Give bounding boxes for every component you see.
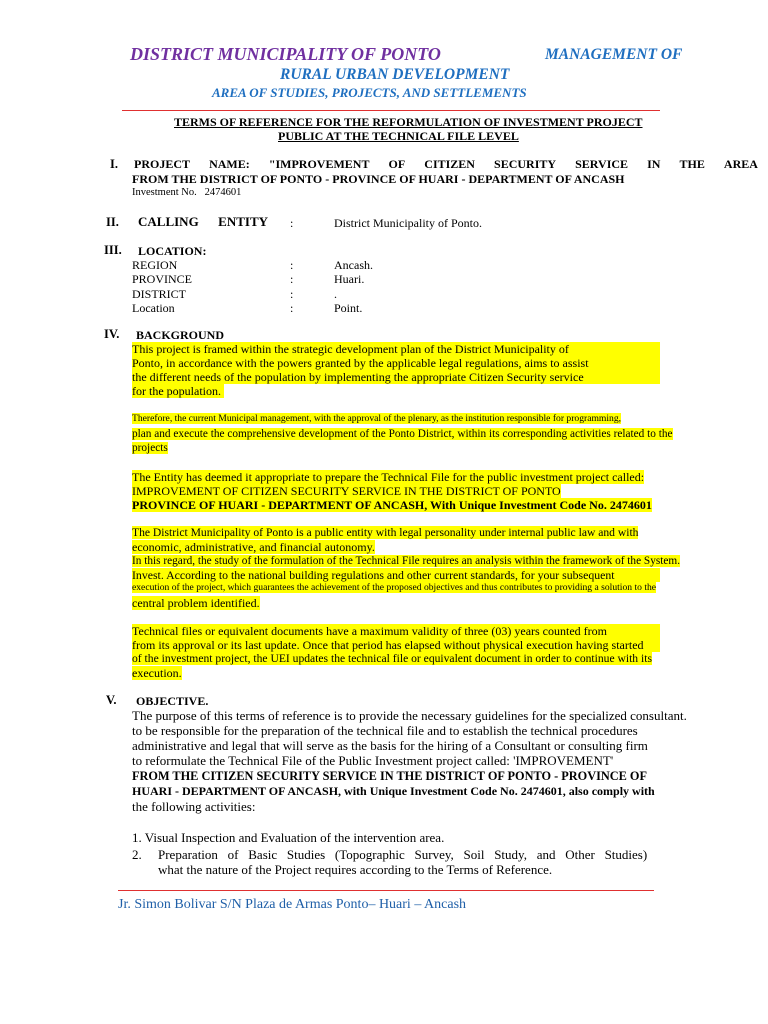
- activity-item-2-line1: Preparation of Basic Studies (Topographic Survey, Soil Study, and Other Studies): [158, 847, 648, 862]
- footer-divider: [118, 890, 654, 891]
- word: OF: [388, 157, 406, 171]
- objective-after-text: the following activities:: [132, 799, 256, 814]
- investment-value: 2474601: [204, 187, 242, 198]
- word: SECURITY: [494, 157, 557, 171]
- location-label-district: DISTRICT: [132, 287, 186, 301]
- location-label-province: PROVINCE: [132, 272, 193, 286]
- objective-line: to be responsible for the preparation of the technical file and to establish the technical procedures: [132, 723, 638, 738]
- location-heading: LOCATION:: [138, 244, 207, 258]
- header-divider: [122, 110, 660, 111]
- activity-item-2-number: 2.: [132, 847, 142, 862]
- document-title-line1: TERMS OF REFERENCE FOR THE REFORMULATION OF INVESTMENT PROJECT: [174, 115, 643, 129]
- section-4-numeral: IV.: [104, 327, 120, 341]
- word: "IMPROVEMENT: [268, 157, 370, 171]
- background-para5-line: execution.: [132, 666, 182, 680]
- location-value-province: Huari.: [334, 272, 365, 286]
- word: PROJECT: [134, 157, 191, 171]
- background-heading: BACKGROUND: [136, 328, 225, 342]
- investment-number: [132, 187, 241, 198]
- background-para4-line: execution of the project, which guarantees the achievement of the proposed objectives and thus contributes to providing a solution to the: [132, 582, 657, 593]
- background-para1-line: for the population.: [132, 384, 224, 398]
- activity-item-1: 1. Visual Inspection and Evaluation of the intervention area.: [132, 830, 445, 845]
- background-para1-line: This project is framed within the strategic development plan of the District Municipality of: [132, 342, 660, 356]
- project-name-line2: FROM THE DISTRICT OF PONTO - PROVINCE OF HUARI - DEPARTMENT OF ANCASH: [132, 172, 625, 186]
- location-value-district: .: [334, 287, 337, 301]
- word: AREA: [723, 157, 758, 171]
- background-para3-line: IMPROVEMENT OF CITIZEN SECURITY SERVICE IN THE DISTRICT OF PONTO: [132, 484, 561, 498]
- word: CITIZEN: [424, 157, 475, 171]
- word: NAME:: [209, 157, 250, 171]
- objective-line: The purpose of this terms of reference is to provide the necessary guidelines for the specialized consultant.: [132, 708, 687, 723]
- objective-bold-line: FROM THE CITIZEN SECURITY SERVICE IN THE DISTRICT OF PONTO - PROVINCE OF: [132, 769, 647, 783]
- background-para1-line: the different needs of the population by implementing the appropriate Citizen Security service: [132, 370, 660, 384]
- objective-bold-line: HUARI - DEPARTMENT OF ANCASH, with Unique Investment Code No. 2474601, also comply with: [132, 784, 655, 798]
- background-para5-line: of the investment project, the UEI updates the technical file or equivalent document in order to continue with its: [132, 652, 652, 665]
- background-para4-line: central problem identified.: [132, 596, 260, 610]
- background-para2-line: Therefore, the current Municipal management, with the approval of the plenary, as the institution responsible for programming,: [132, 413, 622, 424]
- footer-address: Jr. Simon Bolivar S/N Plaza de Armas Ponto– Huari – Ancash: [118, 897, 467, 912]
- location-colon: :: [290, 301, 294, 315]
- location-colon: :: [290, 258, 294, 272]
- section-3-numeral: III.: [104, 243, 122, 257]
- location-value-location: Point.: [334, 301, 363, 315]
- calling-entity-label: CALLING ENTITY: [138, 214, 269, 229]
- location-value-region: Ancash.: [334, 258, 373, 272]
- location-colon: :: [290, 272, 294, 286]
- management-subtitle: RURAL URBAN DEVELOPMENT: [280, 66, 510, 83]
- location-colon: :: [290, 287, 294, 301]
- objective-line: administrative and legal that will serve as the basis for the hiring of a Consultant or consulting firm: [132, 738, 648, 753]
- background-para4-line: The District Municipality of Ponto is a public entity with legal personality under internal public law and with: [132, 526, 639, 539]
- background-para5-line: from its approval or its last update. Once that period has elapsed without physical execution having started: [132, 638, 660, 652]
- background-para2-line: projects: [132, 442, 168, 454]
- area-title: AREA OF STUDIES, PROJECTS, AND SETTLEMENTS: [212, 85, 527, 100]
- activity-item-2-line2: what the nature of the Project requires according to the Terms of Reference.: [158, 862, 553, 877]
- location-label-location: Location: [132, 301, 175, 315]
- management-title: MANAGEMENT OF: [545, 46, 683, 63]
- objective-heading: OBJECTIVE.: [136, 694, 209, 708]
- objective-line: to reformulate the Technical File of the Public Investment project called: 'IMPROVEMENT': [132, 753, 614, 768]
- background-para4-line: economic, administrative, and financial autonomy.: [132, 540, 375, 554]
- location-label-region: REGION: [132, 258, 178, 272]
- word: THE: [679, 157, 705, 171]
- calling-entity-colon: :: [290, 216, 294, 230]
- background-para4-line: Invest. According to the national building regulations and other current standards, for your subsequent: [132, 568, 660, 582]
- background-para3-line: PROVINCE OF HUARI - DEPARTMENT OF ANCASH, With Unique Investment Code No. 2474601: [132, 498, 652, 512]
- background-para2-line: plan and execute the comprehensive development of the Ponto District, within its corresponding activities related to the: [132, 428, 673, 440]
- background-para4-line: In this regard, the study of the formulation of the Technical File requires an analysis within the framework of the System.: [132, 555, 681, 567]
- calling-entity-value: District Municipality of Ponto.: [334, 216, 482, 230]
- section-2-numeral: II.: [106, 215, 119, 229]
- background-para3-line: The Entity has deemed it appropriate to prepare the Technical File for the public investment project called:: [132, 470, 645, 484]
- document-title-line2: PUBLIC AT THE TECHNICAL FILE LEVEL: [278, 129, 519, 143]
- word: SERVICE: [575, 157, 629, 171]
- section-1-numeral: I.: [110, 157, 118, 171]
- section-5-numeral: V.: [106, 693, 117, 707]
- investment-label: Investment No.: [132, 187, 197, 198]
- background-para1-line: Ponto, in accordance with the powers granted by the applicable legal regulations, aims to assist: [132, 356, 660, 370]
- municipality-title: DISTRICT MUNICIPALITY OF PONTO: [130, 44, 441, 64]
- project-name-line1: [134, 157, 758, 171]
- word: IN: [647, 157, 661, 171]
- background-para5-line: Technical files or equivalent documents have a maximum validity of three (03) years counted from: [132, 624, 660, 638]
